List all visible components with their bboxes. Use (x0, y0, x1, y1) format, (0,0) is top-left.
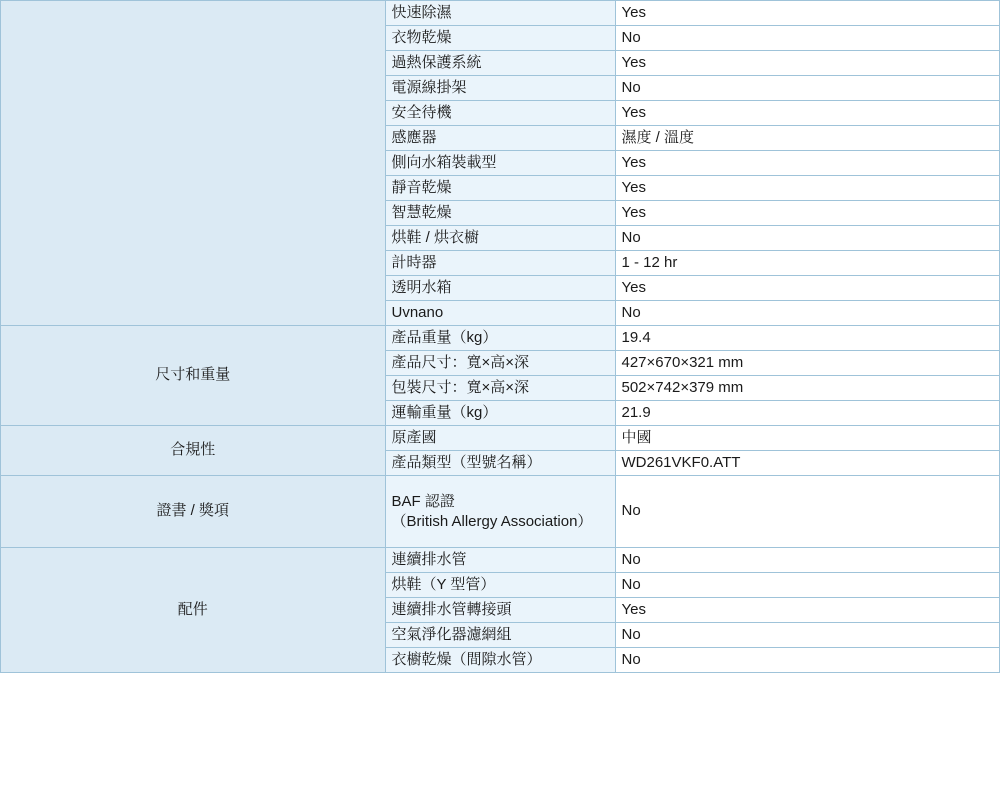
spec-value: 中國 (615, 426, 1000, 451)
spec-label: 烘鞋 / 烘衣櫥 (385, 226, 615, 251)
spec-value: No (615, 301, 1000, 326)
spec-value: 1 - 12 hr (615, 251, 1000, 276)
spec-value: 427×670×321 mm (615, 351, 1000, 376)
spec-value: Yes (615, 176, 1000, 201)
spec-label: 包裝尺寸：寬×高×深 (385, 376, 615, 401)
spec-label: 智慧乾燥 (385, 201, 615, 226)
spec-label: 連續排水管 (385, 548, 615, 573)
spec-value: No (615, 76, 1000, 101)
spec-label: 計時器 (385, 251, 615, 276)
spec-label: 電源線掛架 (385, 76, 615, 101)
spec-label: 連續排水管轉接頭 (385, 598, 615, 623)
spec-value: No (615, 573, 1000, 598)
spec-label: 透明水箱 (385, 276, 615, 301)
spec-label: 空氣淨化器濾網組 (385, 623, 615, 648)
table-row (1, 426, 1000, 451)
spec-value: No (615, 226, 1000, 251)
spec-label: 產品重量（kg） (385, 326, 615, 351)
group-label: 證書 / 獎項 (1, 476, 386, 548)
spec-value: WD261VKF0.ATT (615, 451, 1000, 476)
spec-label: 靜音乾燥 (385, 176, 615, 201)
table-row (1, 476, 1000, 548)
spec-label: 過熱保護系統 (385, 51, 615, 76)
specification-table-body (1, 1, 1000, 673)
spec-value: Yes (615, 151, 1000, 176)
spec-label: 衣櫥乾燥（間隙水管） (385, 648, 615, 673)
group-label: 合規性 (1, 426, 386, 476)
spec-value: Yes (615, 101, 1000, 126)
spec-label: 快速除濕 (385, 1, 615, 26)
spec-value: No (615, 623, 1000, 648)
table-row (1, 548, 1000, 573)
spec-value: 濕度 / 溫度 (615, 126, 1000, 151)
table-row (1, 1, 1000, 26)
spec-label: 運輸重量（kg） (385, 401, 615, 426)
spec-label: 感應器 (385, 126, 615, 151)
spec-value: Yes (615, 598, 1000, 623)
spec-value: No (615, 648, 1000, 673)
group-label-empty (1, 1, 386, 326)
spec-value: No (615, 26, 1000, 51)
spec-value: Yes (615, 276, 1000, 301)
spec-label: 烘鞋（Y 型管） (385, 573, 615, 598)
spec-label: 產品尺寸：寬×高×深 (385, 351, 615, 376)
spec-value: Yes (615, 1, 1000, 26)
spec-label: BAF 認證 （British Allergy Association） (385, 476, 615, 548)
spec-label: Uvnano (385, 301, 615, 326)
spec-value: 19.4 (615, 326, 1000, 351)
spec-label: 衣物乾燥 (385, 26, 615, 51)
spec-label: 安全待機 (385, 101, 615, 126)
spec-value: Yes (615, 201, 1000, 226)
table-row (1, 326, 1000, 351)
spec-value: Yes (615, 51, 1000, 76)
spec-label: 側向水箱裝載型 (385, 151, 615, 176)
spec-label: 原產國 (385, 426, 615, 451)
spec-value: No (615, 548, 1000, 573)
spec-value: 21.9 (615, 401, 1000, 426)
spec-value: 502×742×379 mm (615, 376, 1000, 401)
group-label: 配件 (1, 548, 386, 673)
spec-label: 產品類型（型號名稱） (385, 451, 615, 476)
group-label: 尺寸和重量 (1, 326, 386, 426)
spec-value: No (615, 476, 1000, 548)
